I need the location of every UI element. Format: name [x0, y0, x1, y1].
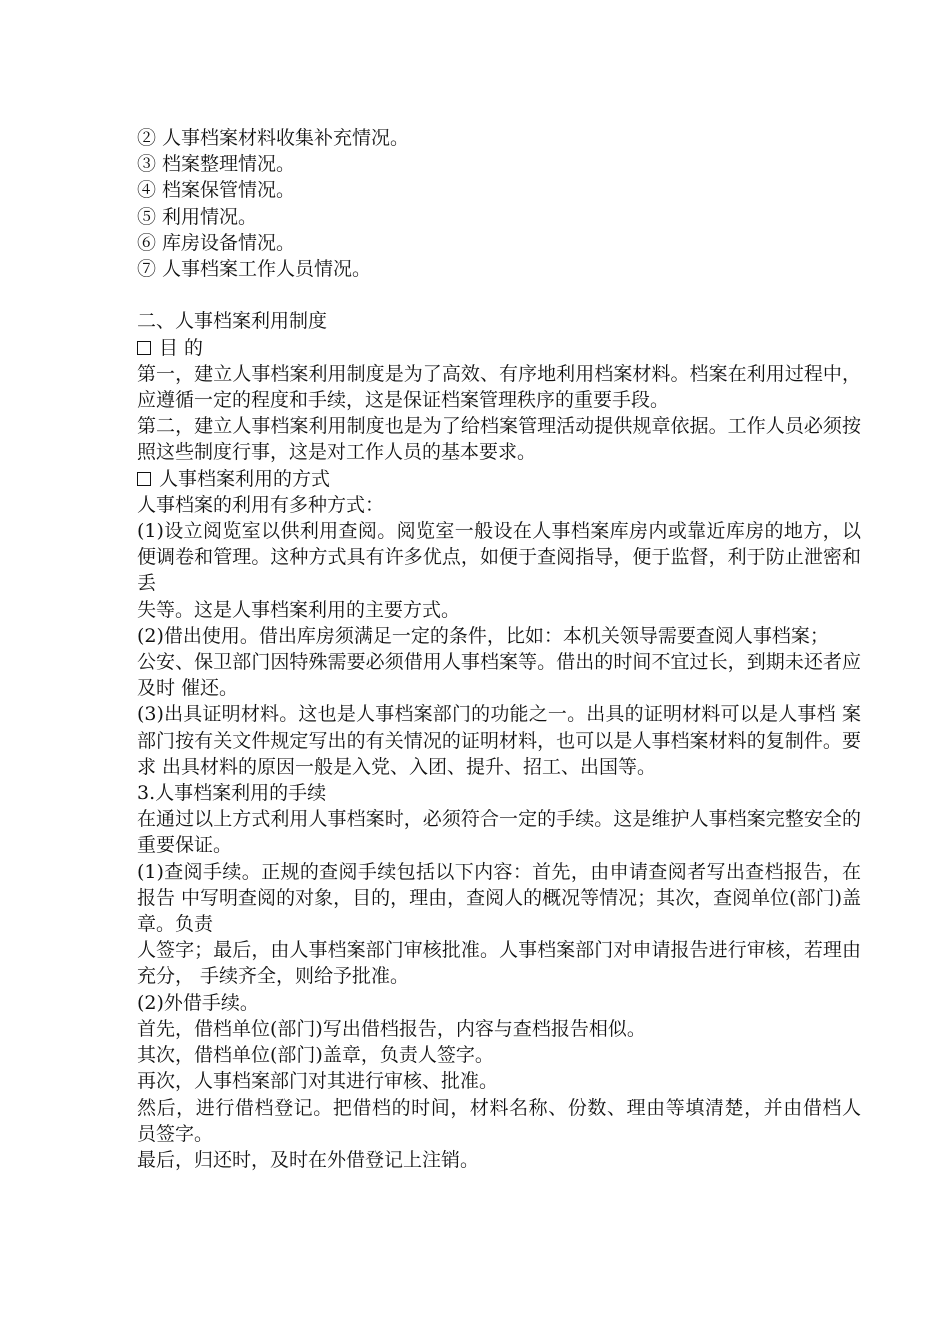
- list-item: ⑦ 人事档案工作人员情况。: [137, 258, 372, 281]
- purpose-heading-text: 目 的: [159, 336, 204, 359]
- paragraph: 公安、保卫部门因特殊需要必须借用人事档案等。借出的时间不宜过长，到期未还者应及时 催还。: [137, 651, 861, 700]
- paragraph: 第一，建立人事档案利用制度是为了高效、有序地利用档案材料。档案在利用过程中，应遵循一定的程度和手续，这是保证档案管理秩序的重要手段。: [137, 362, 861, 412]
- section-title: 二、人事档案利用制度: [137, 310, 328, 333]
- document-page: [137, 125, 861, 1173]
- checkbox-square-icon: [137, 341, 151, 355]
- methods-intro: 人事档案的利用有多种方式：: [137, 493, 385, 516]
- procedure-step: 其次，借档单位(部门)盖章，负责人签字。: [137, 1044, 494, 1067]
- paragraph: 第二，建立人事档案利用制度也是为了给档案管理活动提供规章依据。工作人员必须按 照这些制度行事，这是对工作人员的基本要求。: [137, 415, 861, 464]
- procedures-heading: 3.人事档案利用的手续: [137, 782, 327, 805]
- paragraph: 在通过以上方式利用人事档案时，必须符合一定的手续。这是维护人事档案完整安全的 重要保证。: [137, 808, 861, 857]
- procedure-step: 然后，进行借档登记。把借档的时间，材料名称、份数、理由等填清楚，并由借档人 员签字。: [137, 1096, 861, 1145]
- procedure-step: 再次，人事档案部门对其进行审核、批准。: [137, 1070, 499, 1093]
- list-item: ⑥ 库房设备情况。: [137, 231, 296, 254]
- checkbox-square-icon: [137, 472, 151, 486]
- paragraph: (1)查阅手续。正规的查阅手续包括以下内容：首先，由申请查阅者写出查档报告，在 报告 中写明查阅的对象，目的，理由，查阅人的概况等情况；其次，查阅单位(部门)盖章。负责: [137, 860, 861, 936]
- paragraph-continuation: 失等。这是人事档案利用的主要方式。: [137, 598, 461, 621]
- list-item: ⑤ 利用情况。: [137, 205, 258, 228]
- blank-line: [137, 282, 861, 308]
- list-item: ④ 档案保管情况。: [137, 179, 296, 202]
- methods-heading: [137, 466, 861, 492]
- paragraph: (1)设立阅览室以供利用查阅。阅览室一般设在人事档案库房内或靠近库房的地方，以便调卷和管理。这种方式具有许多优点，如便于查阅指导，便于监督，利于防止泄密和丢: [137, 520, 861, 595]
- paragraph: 人签字；最后，由人事档案部门审核批准。人事档案部门对申请报告进行审核，若理由充分， 手续齐全，则给予批准。: [137, 939, 861, 988]
- paragraph: (2)借出使用。借出库房须满足一定的条件，比如：本机关领导需要查阅人事档案；: [137, 624, 829, 647]
- list-item: ② 人事档案材料收集补充情况。: [137, 127, 410, 149]
- purpose-heading: [137, 335, 861, 361]
- methods-heading-text: 人事档案利用的方式: [159, 467, 331, 490]
- paragraph: (3)出具证明材料。这也是人事档案部门的功能之一。出具的证明材料可以是人事档 案部门按有关文件规定写出的有关情况的证明材料，也可以是人事档案材料的复制件。要求 出具材料的原因一般是入党、入团、提升、招工、出国等。: [137, 703, 861, 778]
- list-item: ③ 档案整理情况。: [137, 153, 296, 176]
- procedure-item: (2)外借手续。: [137, 991, 259, 1014]
- procedure-step: 最后，归还时，及时在外借登记上注销。: [137, 1148, 480, 1171]
- procedure-step: 首先，借档单位(部门)写出借档报告，内容与查档报告相似。: [137, 1017, 646, 1040]
